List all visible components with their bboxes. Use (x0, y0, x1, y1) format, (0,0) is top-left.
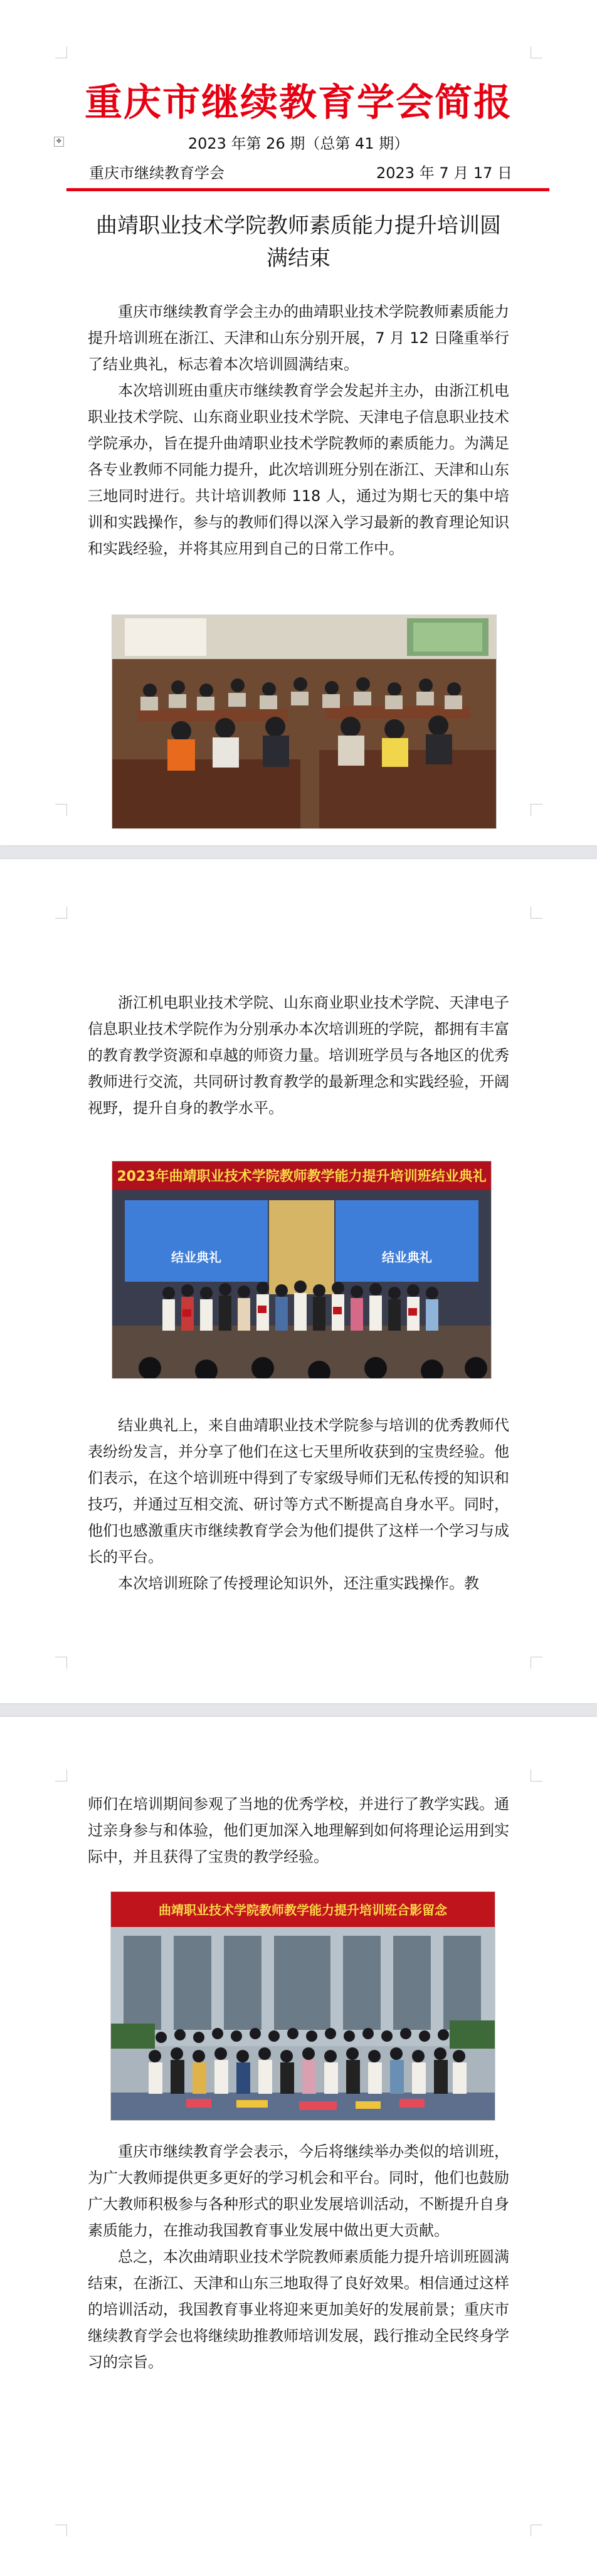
page-corner-mark (55, 46, 67, 58)
page-corner-mark (55, 1657, 67, 1669)
article-body-page-2-top (88, 990, 509, 1121)
article-body-page-3-top (88, 1791, 509, 1870)
page-corner-mark (531, 907, 542, 919)
newsletter-masthead-title: 重庆市继续教育学会简报 (85, 81, 512, 125)
masthead-red-rule (66, 188, 549, 191)
paragraph: 浙江机电职业技术学院、山东商业职业技术学院、天津电子信息职业技术学院作为分别承办本次培训班的学院，都拥有丰富的教育教学资源和卓越的师资力量。培训班学员与各地区的优秀教师进行交流，共同研讨教育教学的最新理念和实践经验，开阔视野，提升自身的教学水平。 (88, 994, 509, 1117)
article-body-page-1 (88, 298, 509, 562)
classroom-training-photo (112, 615, 497, 829)
group-photo (110, 1891, 495, 2121)
page-corner-mark (531, 804, 542, 816)
document-page-3 (0, 1717, 597, 2576)
page-corner-mark (531, 1657, 542, 1669)
article-title: 曲靖职业技术学院教师素质能力提升培训圆满结束 (96, 213, 501, 271)
paragraph: 重庆市继续教育学会主办的曲靖职业技术学院教师素质能力提升培训班在浙江、天津和山东分别开展，7 月 12 日隆重举行了结业典礼，标志着本次培训圆满结束。 (88, 303, 509, 373)
article-body-page-3-bottom (88, 2138, 509, 2375)
paragraph: 总之，本次曲靖职业技术学院教师素质能力提升培训班圆满结束，在浙江、天津和山东三地取得了良好效果。相信通过这样的培训活动，我国教育事业将迎来更加美好的发展前景；重庆市继续教育学会也将继续助推教师培训发展，践行推动全民终身学习的宗旨。 (88, 2248, 509, 2371)
page-corner-mark (55, 907, 67, 919)
publish-date: 2023 年 7 月 17 日 (376, 164, 513, 182)
paragraph: 师们在培训期间参观了当地的优秀学校，并进行了教学实践。通过亲身参与和体验，他们更加深入地理解到如何将理论运用到实际中，并且获得了宝贵的教学经验。 (88, 1795, 509, 1866)
document-page-1 (0, 0, 597, 845)
page-corner-mark (55, 1770, 67, 1782)
document-page-2 (0, 859, 597, 1703)
issue-number: 2023 年第 26 期（总第 41 期） (188, 135, 409, 152)
page-corner-mark (55, 2525, 67, 2536)
paragraph: 结业典礼上，来自曲靖职业技术学院参与培训的优秀教师代表纷纷发言，并分享了他们在这七天里所收获到的宝贵经验。他们表示，在这个培训班中得到了专家级导师们无私传授的知识和技巧，并通过互相交流、研讨等方式不断提高自身水平。同时，他们也感激重庆市继续教育学会为他们提供了这样一个学习与成长的平台。 (88, 1417, 509, 1566)
paragraph: 本次培训班由重庆市继续教育学会发起并主办，由浙江机电职业技术学院、山东商业职业技术学院、天津电子信息职业技术学院承办，旨在提升曲靖职业技术学院教师的素质能力。为满足各专业教师不同能力提升，此次培训班分别在浙江、天津和山东三地同时进行。共计培训教师 118 人，通过为期七天的集中培训和实践操作，参与的教师们得以深入学习最新的教育理论知识和实践经验，并将其应用到自己的日常工作中。 (88, 382, 509, 557)
page-corner-mark (531, 2525, 542, 2536)
graduation-ceremony-photo (112, 1161, 492, 1379)
page-corner-mark (531, 1770, 542, 1782)
ceremony-screen-text: 结业典礼 (382, 1250, 432, 1265)
page-corner-mark (531, 46, 542, 58)
group-photo-banner-text: 曲靖职业技术学院教师教学能力提升培训班合影留念 (159, 1903, 447, 1918)
paragraph: 本次培训班除了传授理论知识外，还注重实践操作。教 (118, 1575, 479, 1592)
ceremony-screen-text: 结业典礼 (171, 1250, 221, 1265)
ceremony-banner-text: 2023年曲靖职业技术学院教师教学能力提升培训班结业典礼 (117, 1169, 487, 1185)
table-move-handle-icon[interactable]: ✥ (54, 137, 64, 147)
page-corner-mark (55, 804, 67, 816)
publisher-name: 重庆市继续教育学会 (89, 164, 225, 182)
article-body-page-2-bottom (88, 1412, 509, 1597)
paragraph: 重庆市继续教育学会表示，今后将继续举办类似的培训班，为广大教师提供更多更好的学习机会和平台。同时，他们也鼓励广大教师积极参与各种形式的职业发展培训活动，不断提升自身素质能力，在推动我国教育事业发展中做出更大贡献。 (88, 2143, 509, 2239)
